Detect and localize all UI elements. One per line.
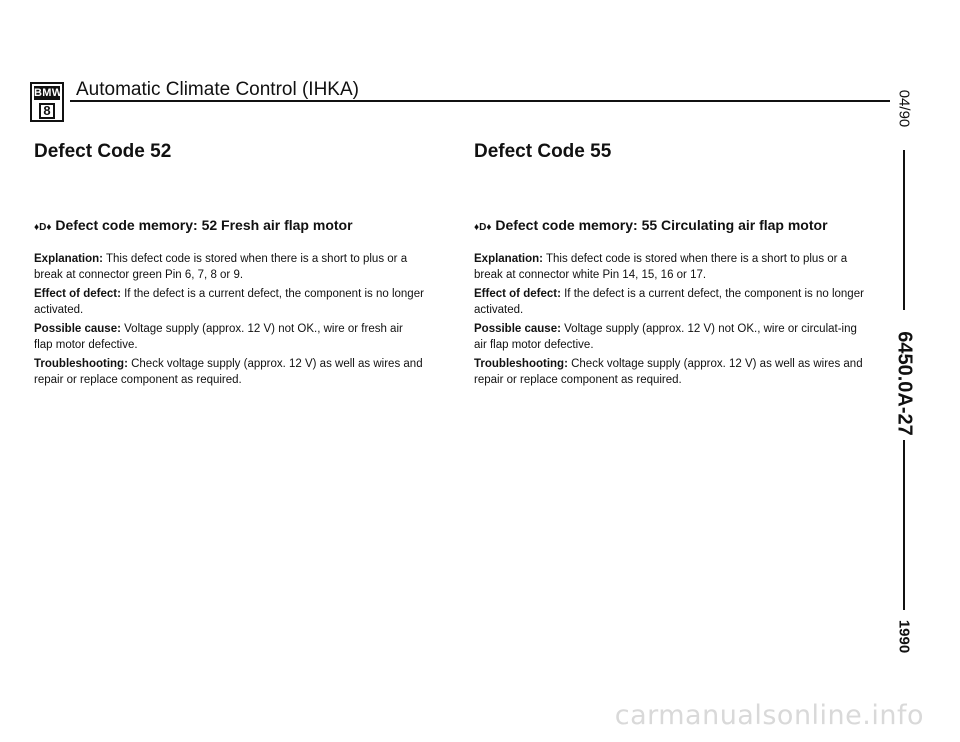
troubleshooting-paragraph xyxy=(474,356,864,388)
effect-paragraph xyxy=(34,286,424,318)
explanation-paragraph xyxy=(474,251,864,283)
troubleshooting-label: Troubleshooting: xyxy=(474,358,568,370)
effect-text: If the defect is a current defect, the component is no longer activated. xyxy=(474,288,864,316)
troubleshooting-text: Check voltage supply (approx. 12 V) as well as wires and repair or replace component as required. xyxy=(34,358,423,386)
cause-label: Possible cause: xyxy=(34,323,121,335)
explanation-label: Explanation: xyxy=(34,253,104,265)
effect-label: Effect of defect: xyxy=(474,288,561,300)
explanation-label: Explanation: xyxy=(474,253,544,265)
defect-52-section xyxy=(34,140,424,391)
defect-memory-heading xyxy=(34,216,424,237)
section-title: Defect Code 52 xyxy=(34,141,172,162)
explanation-paragraph xyxy=(34,251,424,283)
margin-date: 04/90 xyxy=(895,89,913,128)
margin-divider xyxy=(903,150,905,310)
defect-memory-text: Defect code memory: 55 Circulating air flap motor xyxy=(495,217,828,233)
defect-memory-text: Defect code memory: 52 Fresh air flap motor xyxy=(55,217,353,233)
effect-paragraph xyxy=(474,286,864,318)
watermark: carmanualsonline.info xyxy=(614,700,924,731)
troubleshooting-paragraph xyxy=(34,356,424,388)
d-marker: ♦D♦ xyxy=(34,222,52,233)
margin-document-code: 6450.0A-27 xyxy=(893,331,916,436)
logo-brand-text: BMW xyxy=(34,87,63,99)
d-marker: ♦D♦ xyxy=(474,222,492,233)
explanation-text: This defect code is stored when there is a short to plus or a break at connector white Pin 14, 15, 16 or 17. xyxy=(474,253,848,281)
bmw-8-logo xyxy=(30,82,64,122)
logo-series-number: 8 xyxy=(39,103,55,119)
section-title: Defect Code 55 xyxy=(474,141,612,162)
defect-55-section xyxy=(474,140,864,391)
defect-memory-heading xyxy=(474,216,864,237)
margin-divider xyxy=(903,440,905,610)
margin-year: 1990 xyxy=(895,619,913,654)
cause-paragraph xyxy=(474,321,864,353)
document-title: Automatic Climate Control (IHKA) xyxy=(76,79,359,100)
explanation-text: This defect code is stored when there is a short to plus or a break at connector green Pin 6, 7, 8 or 9. xyxy=(34,253,408,281)
effect-label: Effect of defect: xyxy=(34,288,121,300)
effect-text: If the defect is a current defect, the component is no longer activated. xyxy=(34,288,424,316)
cause-paragraph xyxy=(34,321,424,353)
header-divider xyxy=(70,100,890,102)
cause-text: Voltage supply (approx. 12 V) not OK., wire or circulat-ing air flap motor defective. xyxy=(474,323,857,351)
cause-text: Voltage supply (approx. 12 V) not OK., wire or fresh air flap motor defective. xyxy=(34,323,403,351)
cause-label: Possible cause: xyxy=(474,323,561,335)
troubleshooting-text: Check voltage supply (approx. 12 V) as well as wires and repair or replace component as required. xyxy=(474,358,863,386)
troubleshooting-label: Troubleshooting: xyxy=(34,358,128,370)
